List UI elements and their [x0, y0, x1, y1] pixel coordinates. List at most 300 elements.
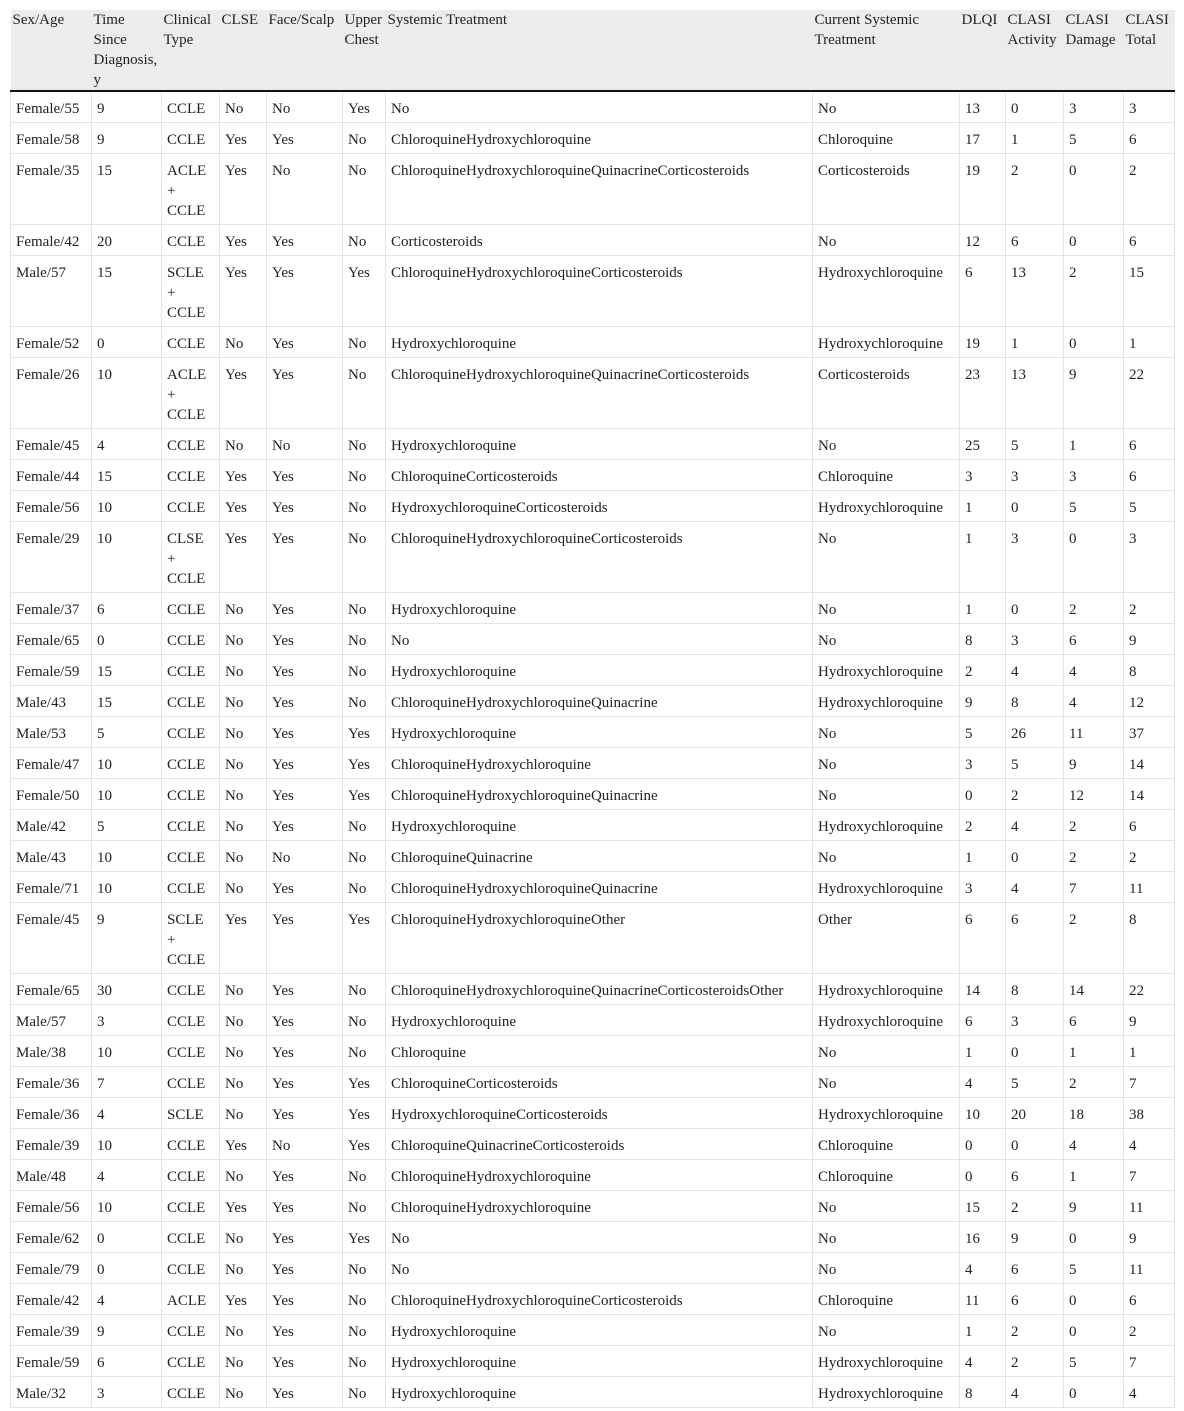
cell-clasi-total: 2 — [1124, 593, 1175, 624]
cell-clasi-damage: 0 — [1064, 1315, 1124, 1346]
cell-current-systemic-treatment: No — [813, 1253, 960, 1284]
cell-sex-age: Male/43 — [11, 686, 92, 717]
cell-clinical-type: CCLE — [162, 1036, 220, 1067]
cell-sex-age: Female/65 — [11, 974, 92, 1005]
cell-clasi-total: 6 — [1124, 460, 1175, 491]
cell-clse: No — [220, 686, 267, 717]
cell-dlqi: 23 — [960, 358, 1006, 429]
cell-current-systemic-treatment: Hydroxychloroquine — [813, 686, 960, 717]
cell-face-scalp: Yes — [267, 256, 343, 327]
cell-clasi-damage: 18 — [1064, 1098, 1124, 1129]
cell-systemic-treatment: Hydroxychloroquine — [386, 327, 813, 358]
cell-face-scalp: Yes — [267, 655, 343, 686]
cell-current-systemic-treatment: No — [813, 522, 960, 593]
column-header-current-systemic-treatment: Current Systemic Treatment — [813, 10, 960, 91]
cell-clasi-activity: 3 — [1006, 1005, 1064, 1036]
cell-clinical-type: CCLE — [162, 748, 220, 779]
cell-clasi-total: 3 — [1124, 522, 1175, 593]
cell-clinical-type: SCLE — [162, 1098, 220, 1129]
column-header-clinical-type: Clinical Type — [162, 10, 220, 91]
cell-time-since-diagnosis: 9 — [92, 1315, 162, 1346]
cell-upper-chest: No — [343, 522, 386, 593]
cell-current-systemic-treatment: Hydroxychloroquine — [813, 1098, 960, 1129]
cell-clasi-damage: 0 — [1064, 327, 1124, 358]
cell-clasi-activity: 6 — [1006, 903, 1064, 974]
cell-current-systemic-treatment: Chloroquine — [813, 1284, 960, 1315]
cell-clasi-damage: 11 — [1064, 717, 1124, 748]
cell-upper-chest: Yes — [343, 1129, 386, 1160]
cell-clasi-total: 4 — [1124, 1377, 1175, 1408]
cell-current-systemic-treatment: Hydroxychloroquine — [813, 1346, 960, 1377]
cell-systemic-treatment: Hydroxychloroquine — [386, 1005, 813, 1036]
cell-systemic-treatment: Hydroxychloroquine — [386, 810, 813, 841]
cell-clasi-damage: 9 — [1064, 748, 1124, 779]
cell-systemic-treatment: Hydroxychloroquine — [386, 429, 813, 460]
cell-clinical-type: CCLE — [162, 429, 220, 460]
cell-clinical-type: CLSE + CCLE — [162, 522, 220, 593]
table-row — [11, 154, 1175, 225]
cell-dlqi: 1 — [960, 841, 1006, 872]
cell-upper-chest: No — [343, 1253, 386, 1284]
cell-time-since-diagnosis: 10 — [92, 1129, 162, 1160]
cell-clasi-total: 14 — [1124, 779, 1175, 810]
cell-current-systemic-treatment: Hydroxychloroquine — [813, 1005, 960, 1036]
cell-clasi-total: 7 — [1124, 1067, 1175, 1098]
table-row — [11, 1377, 1175, 1408]
cell-current-systemic-treatment: No — [813, 225, 960, 256]
table-row — [11, 1160, 1175, 1191]
cell-clinical-type: CCLE — [162, 1191, 220, 1222]
cell-systemic-treatment: ChloroquineHydroxychloroquineQuinacrineCorticosteroids — [386, 358, 813, 429]
cell-face-scalp: Yes — [267, 225, 343, 256]
cell-upper-chest: Yes — [343, 1222, 386, 1253]
cell-sex-age: Female/42 — [11, 225, 92, 256]
cell-time-since-diagnosis: 15 — [92, 686, 162, 717]
cell-current-systemic-treatment: No — [813, 1222, 960, 1253]
cell-current-systemic-treatment: Hydroxychloroquine — [813, 974, 960, 1005]
cell-dlqi: 19 — [960, 154, 1006, 225]
cell-clinical-type: CCLE — [162, 872, 220, 903]
table-row — [11, 1129, 1175, 1160]
cell-upper-chest: No — [343, 460, 386, 491]
cell-systemic-treatment: Chloroquine — [386, 1036, 813, 1067]
cell-clse: No — [220, 327, 267, 358]
cell-clasi-activity: 0 — [1006, 841, 1064, 872]
column-header-clasi-damage: CLASI Damage — [1064, 10, 1124, 91]
cell-clasi-total: 11 — [1124, 872, 1175, 903]
cell-systemic-treatment: ChloroquineHydroxychloroquine — [386, 1160, 813, 1191]
cell-clasi-activity: 3 — [1006, 624, 1064, 655]
column-header-face-scalp: Face/Scalp — [267, 10, 343, 91]
cell-clasi-damage: 4 — [1064, 655, 1124, 686]
cell-face-scalp: Yes — [267, 903, 343, 974]
cell-dlqi: 16 — [960, 1222, 1006, 1253]
cell-dlqi: 9 — [960, 686, 1006, 717]
cell-systemic-treatment: Hydroxychloroquine — [386, 655, 813, 686]
cell-face-scalp: No — [267, 841, 343, 872]
cell-face-scalp: Yes — [267, 1377, 343, 1408]
cell-clasi-total: 9 — [1124, 1005, 1175, 1036]
cell-clinical-type: CCLE — [162, 491, 220, 522]
cell-upper-chest: No — [343, 123, 386, 154]
cell-face-scalp: Yes — [267, 358, 343, 429]
table-row — [11, 779, 1175, 810]
table-body — [11, 91, 1175, 1408]
cell-time-since-diagnosis: 10 — [92, 748, 162, 779]
cell-time-since-diagnosis: 20 — [92, 225, 162, 256]
cell-clasi-damage: 1 — [1064, 1160, 1124, 1191]
cell-clse: No — [220, 810, 267, 841]
cell-clse: No — [220, 974, 267, 1005]
header-row — [11, 10, 1175, 91]
cell-current-systemic-treatment: No — [813, 1067, 960, 1098]
cell-face-scalp: Yes — [267, 624, 343, 655]
cell-clse: No — [220, 429, 267, 460]
cell-clasi-damage: 6 — [1064, 624, 1124, 655]
cell-clse: No — [220, 748, 267, 779]
table-row — [11, 1346, 1175, 1377]
cell-face-scalp: Yes — [267, 1191, 343, 1222]
cell-face-scalp: Yes — [267, 1160, 343, 1191]
cell-clse: No — [220, 1160, 267, 1191]
cell-sex-age: Male/32 — [11, 1377, 92, 1408]
cell-dlqi: 1 — [960, 522, 1006, 593]
cell-clasi-damage: 9 — [1064, 358, 1124, 429]
cell-dlqi: 1 — [960, 1036, 1006, 1067]
table-row — [11, 522, 1175, 593]
table-row — [11, 1222, 1175, 1253]
cell-upper-chest: No — [343, 1036, 386, 1067]
cell-systemic-treatment: No — [386, 1253, 813, 1284]
cell-clasi-activity: 0 — [1006, 1129, 1064, 1160]
cell-time-since-diagnosis: 10 — [92, 1036, 162, 1067]
cell-clasi-activity: 3 — [1006, 460, 1064, 491]
cell-clasi-activity: 2 — [1006, 779, 1064, 810]
cell-systemic-treatment: ChloroquineHydroxychloroquineQuinacrine — [386, 872, 813, 903]
column-header-systemic-treatment: Systemic Treatment — [386, 10, 813, 91]
cell-clasi-activity: 4 — [1006, 1377, 1064, 1408]
cell-clasi-total: 5 — [1124, 491, 1175, 522]
cell-clasi-damage: 5 — [1064, 1346, 1124, 1377]
cell-clse: Yes — [220, 903, 267, 974]
cell-current-systemic-treatment: Hydroxychloroquine — [813, 872, 960, 903]
cell-time-since-diagnosis: 4 — [92, 1284, 162, 1315]
cell-clse: No — [220, 593, 267, 624]
cell-clasi-damage: 2 — [1064, 256, 1124, 327]
cell-clinical-type: CCLE — [162, 1160, 220, 1191]
cell-systemic-treatment: No — [386, 624, 813, 655]
cell-clse: Yes — [220, 1129, 267, 1160]
cell-clasi-activity: 4 — [1006, 810, 1064, 841]
cell-clasi-total: 2 — [1124, 154, 1175, 225]
cell-clasi-activity: 20 — [1006, 1098, 1064, 1129]
cell-clasi-activity: 13 — [1006, 358, 1064, 429]
cell-clasi-total: 2 — [1124, 841, 1175, 872]
cell-dlqi: 4 — [960, 1067, 1006, 1098]
cell-dlqi: 12 — [960, 225, 1006, 256]
cell-sex-age: Female/42 — [11, 1284, 92, 1315]
cell-current-systemic-treatment: No — [813, 1315, 960, 1346]
cell-sex-age: Female/62 — [11, 1222, 92, 1253]
cell-upper-chest: No — [343, 1284, 386, 1315]
table-row — [11, 429, 1175, 460]
cell-clinical-type: CCLE — [162, 779, 220, 810]
cell-clse: No — [220, 1377, 267, 1408]
cell-sex-age: Female/59 — [11, 655, 92, 686]
cell-dlqi: 4 — [960, 1253, 1006, 1284]
cell-upper-chest: No — [343, 429, 386, 460]
cell-clinical-type: CCLE — [162, 717, 220, 748]
cell-upper-chest: No — [343, 655, 386, 686]
cell-time-since-diagnosis: 5 — [92, 717, 162, 748]
cell-clasi-activity: 6 — [1006, 1284, 1064, 1315]
cell-time-since-diagnosis: 10 — [92, 1191, 162, 1222]
cell-clinical-type: CCLE — [162, 1222, 220, 1253]
cell-face-scalp: Yes — [267, 686, 343, 717]
cell-current-systemic-treatment: No — [813, 91, 960, 123]
table-row — [11, 624, 1175, 655]
cell-systemic-treatment: ChloroquineHydroxychloroquineCorticosteroids — [386, 522, 813, 593]
table-row — [11, 491, 1175, 522]
cell-clasi-activity: 2 — [1006, 1191, 1064, 1222]
cell-face-scalp: Yes — [267, 1222, 343, 1253]
table-row — [11, 974, 1175, 1005]
column-header-clse: CLSE — [220, 10, 267, 91]
cell-sex-age: Female/35 — [11, 154, 92, 225]
cell-clse: No — [220, 1346, 267, 1377]
cell-systemic-treatment: Corticosteroids — [386, 225, 813, 256]
table-row — [11, 903, 1175, 974]
cell-time-since-diagnosis: 3 — [92, 1377, 162, 1408]
cell-clse: Yes — [220, 225, 267, 256]
table-row — [11, 1191, 1175, 1222]
cell-clse: No — [220, 872, 267, 903]
cell-upper-chest: No — [343, 810, 386, 841]
cell-time-since-diagnosis: 15 — [92, 256, 162, 327]
cell-clasi-activity: 26 — [1006, 717, 1064, 748]
cell-dlqi: 2 — [960, 810, 1006, 841]
cell-face-scalp: Yes — [267, 1005, 343, 1036]
cell-clasi-activity: 2 — [1006, 1346, 1064, 1377]
cell-upper-chest: No — [343, 1315, 386, 1346]
cell-clinical-type: CCLE — [162, 593, 220, 624]
cell-clasi-damage: 0 — [1064, 1377, 1124, 1408]
cell-clinical-type: CCLE — [162, 460, 220, 491]
cell-clasi-total: 6 — [1124, 429, 1175, 460]
cell-sex-age: Female/29 — [11, 522, 92, 593]
cell-clasi-activity: 4 — [1006, 655, 1064, 686]
cell-dlqi: 0 — [960, 779, 1006, 810]
cell-dlqi: 1 — [960, 491, 1006, 522]
cell-systemic-treatment: ChloroquineHydroxychloroquine — [386, 123, 813, 154]
table-row — [11, 1005, 1175, 1036]
cell-sex-age: Male/57 — [11, 256, 92, 327]
cell-clinical-type: CCLE — [162, 686, 220, 717]
cell-clse: No — [220, 624, 267, 655]
cell-clse: No — [220, 91, 267, 123]
cell-sex-age: Female/55 — [11, 91, 92, 123]
cell-face-scalp: No — [267, 91, 343, 123]
cell-clasi-total: 7 — [1124, 1160, 1175, 1191]
cell-current-systemic-treatment: Chloroquine — [813, 123, 960, 154]
cell-current-systemic-treatment: No — [813, 748, 960, 779]
cell-upper-chest: No — [343, 974, 386, 1005]
cell-face-scalp: No — [267, 154, 343, 225]
cell-clse: Yes — [220, 358, 267, 429]
cell-upper-chest: No — [343, 1160, 386, 1191]
cell-time-since-diagnosis: 4 — [92, 429, 162, 460]
cell-clasi-damage: 1 — [1064, 1036, 1124, 1067]
table-row — [11, 748, 1175, 779]
cell-clasi-total: 1 — [1124, 327, 1175, 358]
cell-time-since-diagnosis: 0 — [92, 1222, 162, 1253]
cell-clse: No — [220, 779, 267, 810]
cell-current-systemic-treatment: No — [813, 1191, 960, 1222]
cell-dlqi: 6 — [960, 1005, 1006, 1036]
patient-characteristics-table — [10, 10, 1175, 1408]
cell-clasi-activity: 1 — [1006, 327, 1064, 358]
cell-clinical-type: ACLE — [162, 1284, 220, 1315]
cell-clasi-total: 6 — [1124, 225, 1175, 256]
cell-clinical-type: CCLE — [162, 1377, 220, 1408]
cell-time-since-diagnosis: 9 — [92, 123, 162, 154]
cell-clinical-type: CCLE — [162, 327, 220, 358]
cell-face-scalp: Yes — [267, 974, 343, 1005]
cell-clasi-total: 7 — [1124, 1346, 1175, 1377]
cell-clasi-total: 22 — [1124, 974, 1175, 1005]
cell-face-scalp: Yes — [267, 779, 343, 810]
cell-clasi-damage: 2 — [1064, 841, 1124, 872]
cell-sex-age: Female/36 — [11, 1098, 92, 1129]
table-row — [11, 256, 1175, 327]
cell-clse: No — [220, 1098, 267, 1129]
cell-clasi-activity: 8 — [1006, 686, 1064, 717]
cell-time-since-diagnosis: 4 — [92, 1160, 162, 1191]
cell-upper-chest: No — [343, 1346, 386, 1377]
cell-upper-chest: No — [343, 1005, 386, 1036]
table-row — [11, 1098, 1175, 1129]
cell-clse: Yes — [220, 522, 267, 593]
cell-sex-age: Male/53 — [11, 717, 92, 748]
column-header-dlqi: DLQI — [960, 10, 1006, 91]
cell-face-scalp: Yes — [267, 872, 343, 903]
cell-upper-chest: Yes — [343, 256, 386, 327]
cell-clinical-type: ACLE + CCLE — [162, 154, 220, 225]
cell-clinical-type: CCLE — [162, 123, 220, 154]
cell-systemic-treatment: Hydroxychloroquine — [386, 1377, 813, 1408]
cell-face-scalp: Yes — [267, 1067, 343, 1098]
cell-time-since-diagnosis: 15 — [92, 655, 162, 686]
cell-clasi-activity: 3 — [1006, 522, 1064, 593]
cell-dlqi: 15 — [960, 1191, 1006, 1222]
cell-clasi-total: 2 — [1124, 1315, 1175, 1346]
cell-clse: No — [220, 1005, 267, 1036]
cell-time-since-diagnosis: 10 — [92, 522, 162, 593]
cell-dlqi: 6 — [960, 256, 1006, 327]
cell-clasi-activity: 2 — [1006, 1315, 1064, 1346]
cell-systemic-treatment: No — [386, 1222, 813, 1253]
cell-clinical-type: CCLE — [162, 974, 220, 1005]
cell-upper-chest: No — [343, 358, 386, 429]
cell-sex-age: Female/56 — [11, 491, 92, 522]
cell-systemic-treatment: ChloroquineQuinacrine — [386, 841, 813, 872]
cell-systemic-treatment: ChloroquineHydroxychloroquineCorticosteroids — [386, 256, 813, 327]
cell-current-systemic-treatment: Corticosteroids — [813, 154, 960, 225]
cell-systemic-treatment: ChloroquineCorticosteroids — [386, 460, 813, 491]
cell-sex-age: Male/42 — [11, 810, 92, 841]
cell-time-since-diagnosis: 0 — [92, 624, 162, 655]
cell-upper-chest: No — [343, 225, 386, 256]
table-row — [11, 327, 1175, 358]
cell-sex-age: Female/36 — [11, 1067, 92, 1098]
cell-current-systemic-treatment: Corticosteroids — [813, 358, 960, 429]
cell-clasi-damage: 5 — [1064, 1253, 1124, 1284]
cell-clasi-activity: 13 — [1006, 256, 1064, 327]
cell-clasi-damage: 0 — [1064, 154, 1124, 225]
column-header-time-since-diagnosis: Time Since Diagnosis, y — [92, 10, 162, 91]
cell-clinical-type: CCLE — [162, 1315, 220, 1346]
table-row — [11, 1284, 1175, 1315]
cell-face-scalp: Yes — [267, 748, 343, 779]
cell-sex-age: Female/26 — [11, 358, 92, 429]
cell-upper-chest: Yes — [343, 748, 386, 779]
cell-upper-chest: Yes — [343, 91, 386, 123]
cell-upper-chest: No — [343, 327, 386, 358]
cell-sex-age: Female/50 — [11, 779, 92, 810]
cell-clasi-damage: 12 — [1064, 779, 1124, 810]
cell-current-systemic-treatment: Hydroxychloroquine — [813, 1377, 960, 1408]
cell-upper-chest: No — [343, 154, 386, 225]
cell-sex-age: Female/39 — [11, 1315, 92, 1346]
cell-clasi-damage: 14 — [1064, 974, 1124, 1005]
cell-upper-chest: No — [343, 841, 386, 872]
cell-clse: No — [220, 841, 267, 872]
cell-time-since-diagnosis: 15 — [92, 460, 162, 491]
cell-face-scalp: Yes — [267, 1284, 343, 1315]
cell-systemic-treatment: ChloroquineHydroxychloroquineCorticosteroids — [386, 1284, 813, 1315]
cell-sex-age: Female/65 — [11, 624, 92, 655]
table-row — [11, 810, 1175, 841]
table-row — [11, 686, 1175, 717]
cell-sex-age: Male/43 — [11, 841, 92, 872]
cell-clinical-type: CCLE — [162, 1346, 220, 1377]
cell-clasi-total: 6 — [1124, 1284, 1175, 1315]
cell-current-systemic-treatment: Hydroxychloroquine — [813, 256, 960, 327]
table-header — [11, 10, 1175, 91]
cell-clasi-total: 4 — [1124, 1129, 1175, 1160]
cell-clse: No — [220, 1067, 267, 1098]
cell-clasi-activity: 0 — [1006, 593, 1064, 624]
cell-current-systemic-treatment: Hydroxychloroquine — [813, 327, 960, 358]
cell-dlqi: 0 — [960, 1160, 1006, 1191]
cell-face-scalp: Yes — [267, 593, 343, 624]
cell-clasi-total: 22 — [1124, 358, 1175, 429]
cell-dlqi: 3 — [960, 872, 1006, 903]
cell-upper-chest: Yes — [343, 717, 386, 748]
cell-dlqi: 4 — [960, 1346, 1006, 1377]
cell-current-systemic-treatment: Other — [813, 903, 960, 974]
cell-systemic-treatment: No — [386, 91, 813, 123]
cell-upper-chest: No — [343, 491, 386, 522]
cell-current-systemic-treatment: No — [813, 429, 960, 460]
cell-current-systemic-treatment: No — [813, 593, 960, 624]
cell-face-scalp: Yes — [267, 1098, 343, 1129]
cell-dlqi: 0 — [960, 1129, 1006, 1160]
cell-current-systemic-treatment: No — [813, 779, 960, 810]
cell-clinical-type: CCLE — [162, 91, 220, 123]
cell-current-systemic-treatment: Chloroquine — [813, 460, 960, 491]
cell-current-systemic-treatment: Hydroxychloroquine — [813, 655, 960, 686]
